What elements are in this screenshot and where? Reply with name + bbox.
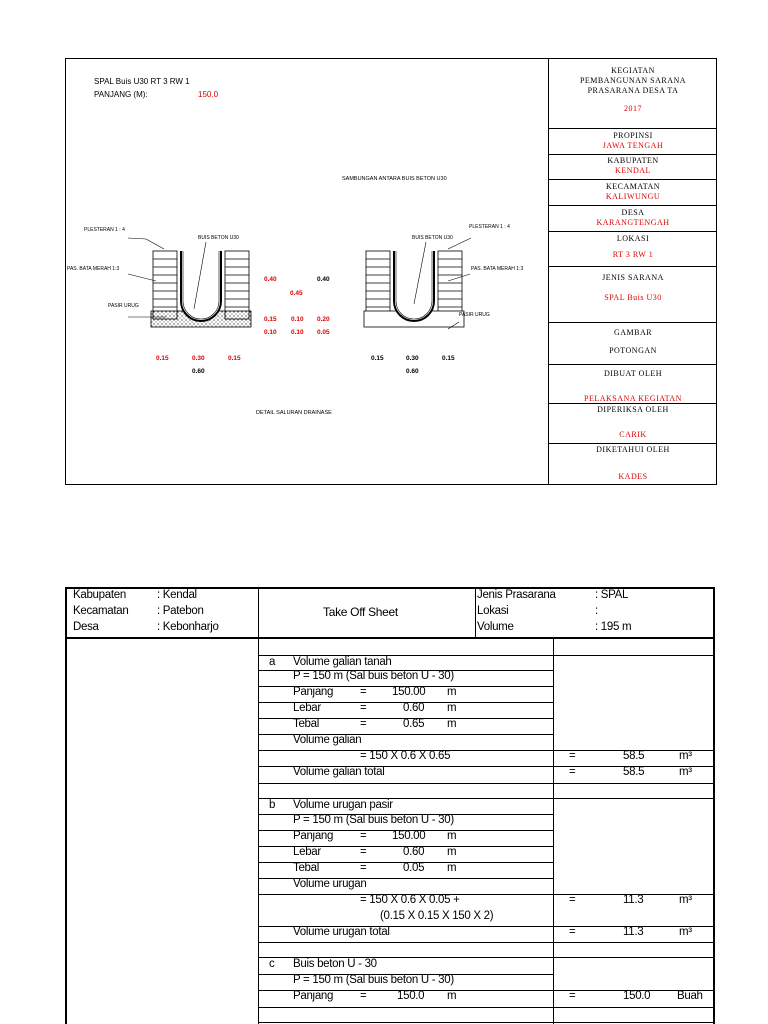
- kabupaten-value: : Kendal: [157, 589, 197, 601]
- right-pasir-label: PASIR URUG: [459, 312, 490, 318]
- take-off-sheet: [65, 587, 715, 1024]
- a-tebal-val: 0.65: [403, 718, 425, 730]
- tb-gambar: GAMBAR POTONGAN: [549, 323, 717, 365]
- left-bottom-dim-3: 0.15: [228, 355, 241, 362]
- b-tebal-val: 0.05: [403, 862, 425, 874]
- a-total-eq: =: [569, 766, 576, 778]
- c-panjang-label: Panjang: [293, 990, 334, 1002]
- c-unit: Buah: [677, 990, 703, 1002]
- a-calc-val: 58.5: [623, 750, 645, 762]
- detail-label: DETAIL SALURAN DRAINASE: [256, 410, 332, 416]
- b-title: Volume urugan pasir: [293, 799, 393, 811]
- left-section: [151, 251, 251, 327]
- a-panjang-eq: =: [360, 686, 367, 698]
- dim-020: 0.20: [317, 316, 330, 323]
- desa-label: Desa: [73, 621, 99, 633]
- b-tebal-unit: m: [447, 862, 457, 874]
- b-total-unit: m³: [679, 926, 692, 938]
- volume-value: : 195 m: [595, 621, 632, 633]
- b-lebar-unit: m: [447, 846, 457, 858]
- a-lebar-label: Lebar: [293, 702, 321, 714]
- a-lebar-eq: =: [360, 702, 367, 714]
- a-tebal-unit: m: [447, 718, 457, 730]
- dim-040: 0.40: [264, 276, 277, 283]
- dim-010: 0.10: [291, 316, 304, 323]
- right-plesteran-label: PLESTERAN 1 : 4: [469, 224, 510, 230]
- tb-propinsi: PROPINSI JAWA TENGAH: [549, 129, 717, 155]
- b-tebal-label: Tebal: [293, 862, 319, 874]
- right-bottom-dim-2: 0.30: [406, 355, 419, 362]
- a-panjang-val: 150.00: [392, 686, 426, 698]
- a-calc-unit: m³: [679, 750, 692, 762]
- c-title: Buis beton U - 30: [293, 958, 377, 970]
- b-total-val: 11.3: [623, 926, 644, 938]
- a-total-val: 58.5: [623, 766, 645, 778]
- kecamatan-value: : Patebon: [157, 605, 204, 617]
- b-panjang-val: 150.00: [392, 830, 426, 842]
- b-total-eq: =: [569, 926, 576, 938]
- length-value: 150.0: [198, 90, 219, 99]
- b-p: P = 150 m (Sal buis beton U - 30): [293, 814, 454, 826]
- b-calc2: (0.15 X 0.15 X 150 X 2): [380, 910, 494, 922]
- b-total-label: Volume urugan total: [293, 926, 390, 938]
- dim-015: 0.15: [264, 316, 277, 323]
- a-total-unit: m³: [679, 766, 692, 778]
- volume-label: Volume: [477, 621, 514, 633]
- c-eq: =: [569, 990, 576, 1002]
- length-label: PANJANG (M):: [94, 90, 148, 99]
- b-lebar-label: Lebar: [293, 846, 321, 858]
- left-bata-label: PAS. BATA MERAH 1:3: [67, 266, 120, 272]
- a-panjang-unit: m: [447, 686, 457, 698]
- a-total-label: Volume galian total: [293, 766, 385, 778]
- tb-diperiksa: DIPERIKSA OLEH CARIK: [549, 404, 717, 444]
- tb-jenis: JENIS SARANA SPAL Buis U30: [549, 267, 717, 323]
- a-p: P = 150 m (Sal buis beton U - 30): [293, 670, 454, 682]
- tb-kabupaten: KABUPATEN KENDAL: [549, 155, 717, 180]
- a-letter: a: [269, 656, 276, 668]
- tb-lokasi: LOKASI RT 3 RW 1: [549, 232, 717, 267]
- cross-section-drawings: [66, 209, 546, 429]
- c-panjang-eq: =: [360, 990, 367, 1002]
- dim-010c: 0.10: [291, 329, 304, 336]
- b-panjang-label: Panjang: [293, 830, 334, 842]
- right-total-dim: 0.60: [406, 368, 419, 375]
- a-lebar-val: 0.60: [403, 702, 425, 714]
- lokasi-value: :: [595, 605, 598, 617]
- a-title: Volume galian tanah: [293, 656, 392, 668]
- left-total-dim: 0.60: [192, 368, 205, 375]
- c-panjang-val: 150.0: [397, 990, 425, 1002]
- title-block: [548, 58, 717, 485]
- lokasi-label: Lokasi: [477, 605, 509, 617]
- b-letter: b: [269, 799, 276, 811]
- b-lebar-eq: =: [360, 846, 367, 858]
- left-bottom-dim-2: 0.30: [192, 355, 205, 362]
- a-tebal-eq: =: [360, 718, 367, 730]
- project-line: SPAL Buis U30 RT 3 RW 1: [94, 77, 190, 86]
- kabupaten-label: Kabupaten: [73, 589, 126, 601]
- c-val: 150.0: [623, 990, 651, 1002]
- b-lebar-val: 0.60: [403, 846, 425, 858]
- kecamatan-label: Kecamatan: [73, 605, 129, 617]
- c-p: P = 150 m (Sal buis beton U - 30): [293, 974, 454, 986]
- tb-kegiatan: KEGIATAN PEMBANGUNAN SARANA PRASARANA DESA TA 2017: [549, 58, 717, 129]
- dim-010b: 0.10: [264, 329, 277, 336]
- a-tebal-label: Tebal: [293, 718, 319, 730]
- right-bata-label: PAS. BATA MERAH 1:3: [471, 266, 524, 272]
- a-panjang-label: Panjang: [293, 686, 334, 698]
- right-bottom-dim-3: 0.15: [442, 355, 455, 362]
- b-calc-val: 11.3: [623, 894, 644, 906]
- tb-desa: DESA KARANGTENGAH: [549, 206, 717, 232]
- right-bottom-dim-1: 0.15: [371, 355, 384, 362]
- a-lebar-unit: m: [447, 702, 457, 714]
- a-calc-eq: =: [569, 750, 576, 762]
- left-pasir-label: PASIR URUG: [108, 303, 139, 309]
- tb-kecamatan: KECAMATAN KALIWUNGU: [549, 180, 717, 206]
- sheet-title: Take Off Sheet: [323, 605, 398, 619]
- section-title: SAMBUNGAN ANTARA BUIS BETON U30: [342, 176, 447, 182]
- right-buis-label: BUIS BETON U30: [412, 235, 453, 241]
- b-panjang-unit: m: [447, 830, 457, 842]
- dim-040-right: 0.40: [317, 276, 330, 283]
- dim-005: 0.05: [317, 329, 330, 336]
- jenis-value: : SPAL: [595, 589, 629, 601]
- b-calc-unit: m³: [679, 894, 692, 906]
- right-section: [364, 251, 464, 327]
- tb-dibuat: DIBUAT OLEH PELAKSANA KEGIATAN: [549, 365, 717, 404]
- jenis-label: Jenis Prasarana: [477, 589, 556, 601]
- c-letter: c: [269, 958, 275, 970]
- b-vol-label: Volume urugan: [293, 878, 367, 890]
- a-calc: = 150 X 0.6 X 0.65: [360, 750, 451, 762]
- tb-diketahui: DIKETAHUI OLEH KADES: [596, 445, 670, 481]
- b-tebal-eq: =: [360, 862, 367, 874]
- c-panjang-unit: m: [447, 990, 457, 1002]
- b-calc-eq: =: [569, 894, 576, 906]
- b-panjang-eq: =: [360, 830, 367, 842]
- b-calc: = 150 X 0.6 X 0.05 +: [360, 894, 460, 906]
- left-buis-label: BUIS BETON U30: [198, 235, 239, 241]
- dim-045: 0.45: [290, 290, 303, 297]
- desa-value: : Kebonharjo: [157, 621, 219, 633]
- a-vol-label: Volume galian: [293, 734, 362, 746]
- left-bottom-dim-1: 0.15: [156, 355, 169, 362]
- left-plesteran-label: PLESTERAN 1 : 4: [84, 227, 125, 233]
